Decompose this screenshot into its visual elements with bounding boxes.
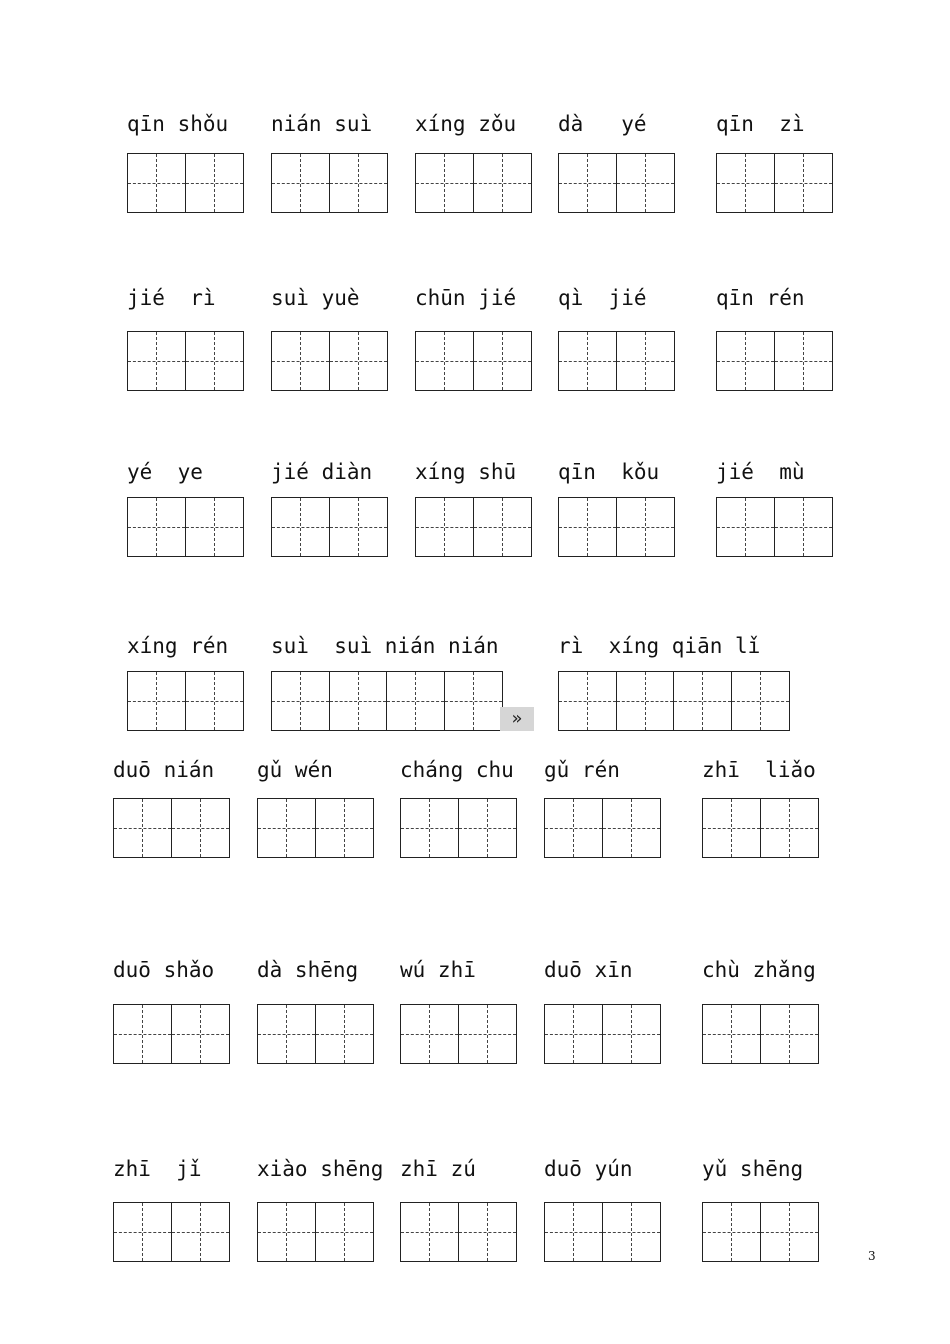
guide-line-horizontal [272, 183, 329, 184]
guide-line-horizontal [674, 701, 731, 702]
guide-line-horizontal [186, 527, 244, 528]
character-cell[interactable] [474, 154, 532, 212]
pinyin-label: qīn shǒu [127, 112, 229, 136]
guide-line-horizontal [603, 1232, 661, 1233]
guide-line-horizontal [775, 361, 833, 362]
writing-grid[interactable] [271, 497, 388, 557]
writing-grid[interactable] [716, 153, 833, 213]
guide-line-horizontal [401, 828, 458, 829]
character-cell[interactable] [459, 1203, 517, 1261]
pinyin-label: duō nián [113, 758, 215, 782]
character-cell[interactable] [330, 332, 388, 390]
guide-line-horizontal [459, 1232, 517, 1233]
character-cell[interactable] [316, 1203, 374, 1261]
character-cell[interactable] [330, 672, 388, 730]
guide-line-horizontal [416, 527, 473, 528]
character-cell[interactable] [474, 498, 532, 556]
guide-line-horizontal [559, 361, 616, 362]
character-cell[interactable] [717, 498, 775, 556]
pinyin-label: yǔ shēng [702, 1157, 804, 1181]
character-cell[interactable] [761, 1005, 819, 1063]
guide-line-horizontal [717, 527, 774, 528]
writing-grid[interactable] [716, 331, 833, 391]
character-cell[interactable] [128, 498, 186, 556]
guide-line-horizontal [258, 1034, 315, 1035]
guide-line-horizontal [775, 183, 833, 184]
writing-grid[interactable] [544, 1004, 661, 1064]
guide-line-horizontal [445, 701, 503, 702]
character-cell[interactable] [128, 154, 186, 212]
character-cell[interactable] [114, 1005, 172, 1063]
writing-grid[interactable] [127, 153, 244, 213]
character-cell[interactable] [603, 1203, 661, 1261]
character-cell[interactable] [401, 1203, 459, 1261]
character-cell[interactable] [128, 332, 186, 390]
writing-grid[interactable] [558, 331, 675, 391]
character-cell[interactable] [703, 799, 761, 857]
pinyin-label: rì xíng qiān lǐ [558, 634, 761, 658]
guide-line-horizontal [761, 828, 819, 829]
guide-line-horizontal [761, 1034, 819, 1035]
guide-line-horizontal [559, 183, 616, 184]
writing-grid[interactable] [127, 671, 244, 731]
guide-line-horizontal [330, 183, 388, 184]
writing-grid[interactable] [271, 153, 388, 213]
character-cell[interactable] [459, 799, 517, 857]
writing-grid[interactable] [127, 497, 244, 557]
character-cell[interactable] [401, 799, 459, 857]
writing-grid[interactable] [415, 497, 532, 557]
character-cell[interactable] [674, 672, 732, 730]
guide-line-horizontal [172, 1034, 230, 1035]
guide-line-horizontal [474, 527, 532, 528]
guide-line-horizontal [272, 701, 329, 702]
character-cell[interactable] [717, 154, 775, 212]
writing-grid[interactable] [127, 331, 244, 391]
pinyin-label: qì jié [558, 286, 647, 310]
writing-grid[interactable] [113, 798, 230, 858]
character-cell[interactable] [559, 498, 617, 556]
guide-line-horizontal [603, 1034, 661, 1035]
character-cell[interactable] [703, 1203, 761, 1261]
pinyin-label: gǔ wén [257, 758, 333, 782]
pinyin-label: xíng rén [127, 634, 229, 658]
guide-line-horizontal [186, 701, 244, 702]
writing-grid[interactable] [113, 1202, 230, 1262]
guide-line-horizontal [703, 828, 760, 829]
pinyin-label: nián suì [271, 112, 373, 136]
character-cell[interactable] [258, 799, 316, 857]
guide-line-horizontal [401, 1034, 458, 1035]
character-cell[interactable] [761, 799, 819, 857]
character-cell[interactable] [617, 498, 675, 556]
guide-line-horizontal [401, 1232, 458, 1233]
character-cell[interactable] [559, 332, 617, 390]
character-cell[interactable] [186, 332, 244, 390]
character-cell[interactable] [272, 672, 330, 730]
guide-line-horizontal [545, 828, 602, 829]
writing-grid[interactable] [716, 497, 833, 557]
writing-grid[interactable] [544, 1202, 661, 1262]
character-cell[interactable] [545, 799, 603, 857]
guide-line-horizontal [272, 361, 329, 362]
pinyin-label: zhī jǐ [113, 1157, 202, 1181]
character-cell[interactable] [775, 498, 833, 556]
character-cell[interactable] [732, 672, 790, 730]
character-cell[interactable] [186, 498, 244, 556]
guide-line-horizontal [416, 183, 473, 184]
pinyin-label: duō yún [544, 1157, 633, 1181]
guide-line-horizontal [316, 1034, 374, 1035]
guide-line-horizontal [258, 828, 315, 829]
character-cell[interactable] [172, 799, 230, 857]
guide-line-horizontal [330, 701, 387, 702]
character-cell[interactable] [272, 154, 330, 212]
guide-line-horizontal [703, 1232, 760, 1233]
character-cell[interactable] [258, 1203, 316, 1261]
guide-line-horizontal [416, 361, 473, 362]
guide-line-horizontal [316, 828, 374, 829]
character-cell[interactable] [617, 154, 675, 212]
guide-line-horizontal [316, 1232, 374, 1233]
character-cell[interactable] [559, 672, 617, 730]
pinyin-label: xiào shēng [257, 1157, 384, 1181]
character-cell[interactable] [387, 672, 445, 730]
pinyin-label: dà yé [558, 112, 647, 136]
writing-grid[interactable] [257, 1004, 374, 1064]
guide-line-horizontal [387, 701, 444, 702]
writing-grid[interactable] [257, 798, 374, 858]
character-cell[interactable] [128, 672, 186, 730]
pinyin-label: jié mù [716, 460, 805, 484]
guide-line-horizontal [617, 701, 674, 702]
pinyin-label: suì yuè [271, 286, 360, 310]
guide-line-horizontal [545, 1232, 602, 1233]
character-cell[interactable] [545, 1203, 603, 1261]
character-cell[interactable] [416, 498, 474, 556]
guide-line-horizontal [617, 527, 675, 528]
pinyin-label: qīn zì [716, 112, 805, 136]
guide-line-horizontal [474, 183, 532, 184]
pinyin-label: cháng chu [400, 758, 514, 782]
character-cell[interactable] [603, 1005, 661, 1063]
character-cell[interactable] [703, 1005, 761, 1063]
guide-line-horizontal [459, 828, 517, 829]
character-cell[interactable] [617, 332, 675, 390]
writing-grid[interactable] [558, 497, 675, 557]
character-cell[interactable] [330, 154, 388, 212]
guide-line-horizontal [172, 1232, 230, 1233]
guide-line-horizontal [128, 183, 185, 184]
pinyin-label: duō shǎo [113, 958, 215, 982]
character-cell[interactable] [559, 154, 617, 212]
writing-grid[interactable] [702, 1004, 819, 1064]
guide-line-horizontal [474, 361, 532, 362]
guide-line-horizontal [128, 701, 185, 702]
guide-line-horizontal [703, 1034, 760, 1035]
guide-line-horizontal [459, 1034, 517, 1035]
character-cell[interactable] [761, 1203, 819, 1261]
character-cell[interactable] [186, 672, 244, 730]
character-cell[interactable] [316, 799, 374, 857]
pinyin-label: chūn jié [415, 286, 517, 310]
pinyin-label: duō xīn [544, 958, 633, 982]
guide-line-horizontal [330, 527, 388, 528]
guide-line-horizontal [603, 828, 661, 829]
guide-line-horizontal [114, 1232, 171, 1233]
writing-grid[interactable] [113, 1004, 230, 1064]
pinyin-label: jié rì [127, 286, 216, 310]
character-cell[interactable] [416, 154, 474, 212]
character-cell[interactable] [316, 1005, 374, 1063]
guide-line-horizontal [186, 183, 244, 184]
pinyin-label: wú zhī [400, 958, 476, 982]
guide-line-horizontal [732, 701, 790, 702]
character-cell[interactable] [717, 332, 775, 390]
pinyin-label: qīn rén [716, 286, 805, 310]
pinyin-label: chù zhǎng [702, 958, 816, 982]
guide-line-horizontal [330, 361, 388, 362]
pinyin-label: qīn kǒu [558, 460, 660, 484]
character-cell[interactable] [445, 672, 503, 730]
guide-line-horizontal [717, 183, 774, 184]
guide-line-horizontal [559, 701, 616, 702]
guide-line-horizontal [617, 183, 675, 184]
character-cell[interactable] [603, 799, 661, 857]
guide-line-horizontal [258, 1232, 315, 1233]
guide-line-horizontal [272, 527, 329, 528]
writing-grid[interactable] [400, 1004, 517, 1064]
writing-grid[interactable] [257, 1202, 374, 1262]
character-cell[interactable] [545, 1005, 603, 1063]
character-cell[interactable] [114, 799, 172, 857]
guide-line-horizontal [761, 1232, 819, 1233]
character-cell[interactable] [186, 154, 244, 212]
pinyin-label: xíng shū [415, 460, 517, 484]
writing-grid[interactable] [400, 1202, 517, 1262]
writing-grid[interactable] [415, 153, 532, 213]
guide-line-horizontal [128, 361, 185, 362]
guide-line-horizontal [128, 527, 185, 528]
pinyin-label: yé ye [127, 460, 203, 484]
writing-grid[interactable] [702, 1202, 819, 1262]
character-cell[interactable] [114, 1203, 172, 1261]
character-cell[interactable] [775, 154, 833, 212]
guide-line-horizontal [775, 527, 833, 528]
page-number: 3 [868, 1249, 876, 1263]
character-cell[interactable] [459, 1005, 517, 1063]
pinyin-label: xíng zǒu [415, 112, 517, 136]
character-cell[interactable] [775, 332, 833, 390]
guide-line-horizontal [545, 1034, 602, 1035]
writing-grid[interactable] [544, 798, 661, 858]
pinyin-label: zhī zú [400, 1157, 476, 1181]
pinyin-label: zhī liǎo [702, 758, 816, 782]
character-cell[interactable] [474, 332, 532, 390]
guide-line-horizontal [617, 361, 675, 362]
guide-line-horizontal [186, 361, 244, 362]
writing-grid[interactable] [271, 671, 503, 731]
character-cell[interactable] [272, 498, 330, 556]
writing-grid[interactable] [558, 153, 675, 213]
writing-grid[interactable] [558, 671, 790, 731]
character-cell[interactable] [617, 672, 675, 730]
guide-line-horizontal [114, 1034, 171, 1035]
guide-line-horizontal [559, 527, 616, 528]
pinyin-label: dà shēng [257, 958, 359, 982]
writing-grid[interactable] [415, 331, 532, 391]
guide-line-horizontal [114, 828, 171, 829]
character-cell[interactable] [401, 1005, 459, 1063]
guide-line-horizontal [717, 361, 774, 362]
character-cell[interactable] [272, 332, 330, 390]
character-cell[interactable] [172, 1005, 230, 1063]
writing-grid[interactable] [702, 798, 819, 858]
writing-grid[interactable] [400, 798, 517, 858]
pinyin-label: jié diàn [271, 460, 373, 484]
character-cell[interactable] [258, 1005, 316, 1063]
expand-icon[interactable]: » [500, 707, 534, 731]
writing-grid[interactable] [271, 331, 388, 391]
character-cell[interactable] [172, 1203, 230, 1261]
character-cell[interactable] [330, 498, 388, 556]
character-cell[interactable] [416, 332, 474, 390]
pinyin-label: suì suì nián nián [271, 634, 499, 658]
pinyin-label: gǔ rén [544, 758, 620, 782]
guide-line-horizontal [172, 828, 230, 829]
